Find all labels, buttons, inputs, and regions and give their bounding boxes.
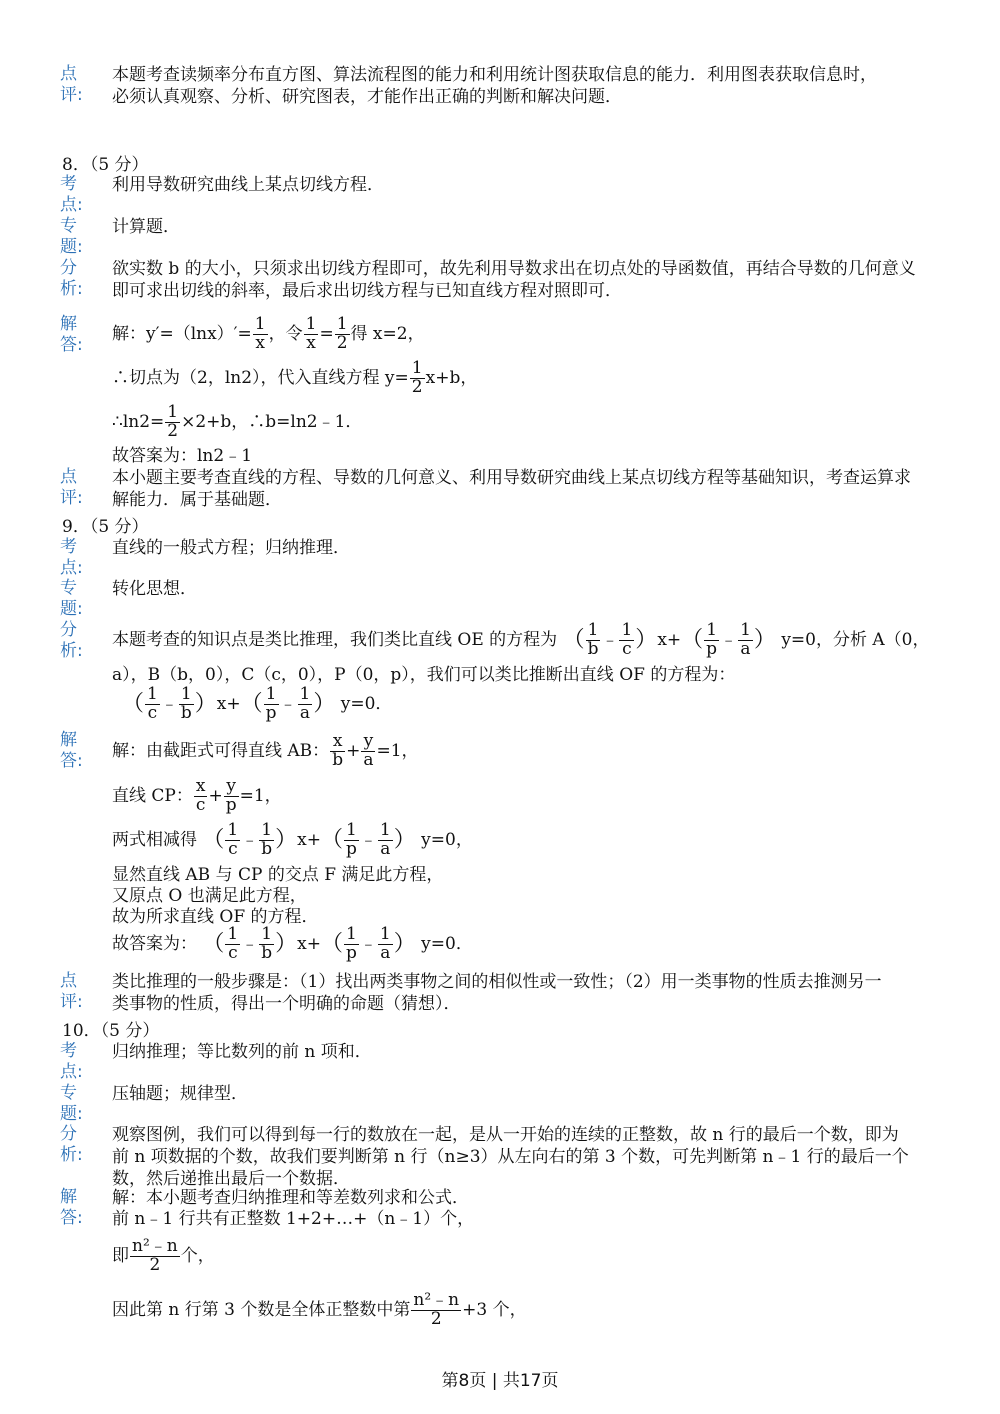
q9-jie-line1: 解：由截距式可得直线 AB： $\frac{x}{b}$ + $\frac{y}{a}$ =1， <box>112 731 419 770</box>
q10-label-zhuanti: 专 题: <box>60 1083 83 1124</box>
q8-jie-line1: 解：y′=（lnx）′= $\frac{1}{x}$ ，令 $\frac{1}{x}$ = $\frac{1}{2}$ 得 x=2， <box>112 314 425 353</box>
q9-label-dianping: 点 评: <box>60 971 83 1012</box>
q8-kaodian: 利用导数研究曲线上某点切线方程． <box>112 175 384 195</box>
q10-jie-line1: 解：本小题考查归纳推理和等差数列求和公式． <box>112 1188 469 1208</box>
q10-number: 10．（5 分） <box>62 1021 160 1041</box>
q9-label-kaodian: 考 点: <box>60 537 83 578</box>
q9-label-jieda: 解 答: <box>60 730 83 771</box>
q8-jie-line2: ∴切点为（2，ln2），代入直线方程 y= $\frac{1}{2}$ x+b， <box>112 358 478 397</box>
q10-jie-line4: 因此第 n 行第 3 个数是全体正整数中第 $\frac{\text{n²﹣n}}{2}$ +3 个， <box>112 1290 527 1329</box>
q9-jie-line5: 又原点 O 也满足此方程， <box>112 886 307 906</box>
q9-jie-line7: 故答案为： （ $\frac{1}{c}$ ﹣ $\frac{1}{b}$ ）x+（ $\frac{1}{p}$ ﹣ $\frac{1}{a}$ ） y=0． <box>112 924 473 963</box>
q9-fenxi-line1: 本题考查的知识点是类比推理，我们类比直线 OE 的方程为 （ $\frac{1}{b}$ ﹣ $\frac{1}{c}$ ）x+（ $\frac{1}{p}$ ﹣ $\frac{1}{a}$ ） y=0，分析 A（0， <box>112 620 930 659</box>
q8-dianping: 本小题主要考查直线的方程、导数的几何意义、利用导数研究曲线上某点切线方程等基础知识，考查运算求 解能力．属于基础题． <box>112 468 911 510</box>
q9-label-zhuanti: 专 题: <box>60 578 83 619</box>
q10-label-kaodian: 考 点: <box>60 1041 83 1082</box>
q9-label-fenxi: 分 析: <box>60 620 83 661</box>
q9-jie-line6: 故为所求直线 OF 的方程． <box>112 907 319 927</box>
q9-jie-line4: 显然直线 AB 与 CP 的交点 F 满足此方程， <box>112 865 444 885</box>
q8-zhuanti: 计算题． <box>112 217 180 237</box>
q9-fenxi-line3: （ $\frac{1}{c}$ ﹣ $\frac{1}{b}$ ）x+（ $\frac{1}{p}$ ﹣ $\frac{1}{a}$ ） y=0． <box>122 684 393 723</box>
label-dianping: 点 评: <box>60 64 83 105</box>
q10-zhuanti: 压轴题；规律型． <box>112 1084 248 1104</box>
q10-jie-line3: 即 $\frac{\text{n²﹣n}}{2}$ 个， <box>112 1236 215 1275</box>
top-comment: 本题考查读频率分布直方图、算法流程图的能力和利用统计图获取信息的能力．利用图表获取信息时， 必须认真观察、分析、研究图表，才能作出正确的判断和解决问题． <box>112 65 877 107</box>
q10-label-fenxi: 分 析: <box>60 1124 83 1165</box>
q8-number: 8．（5 分） <box>62 155 149 175</box>
q9-dianping: 类比推理的一般步骤是：（1）找出两类事物之间的相似性或一致性；（2）用一类事物的性质去推测另一 类事物的性质，得出一个明确的命题（猜想）． <box>112 972 882 1014</box>
q8-label-dianping: 点 评: <box>60 467 83 508</box>
q8-label-jieda: 解 答: <box>60 314 83 355</box>
q8-jie-line3: ∴ln2= $\frac{1}{2}$ ×2+b，∴b=ln2﹣1． <box>112 402 363 441</box>
q9-jie-line3: 两式相减得 （ $\frac{1}{c}$ ﹣ $\frac{1}{b}$ ）x+（ $\frac{1}{p}$ ﹣ $\frac{1}{a}$ ） y=0， <box>112 820 473 859</box>
q10-jie-line2: 前 n﹣1 行共有正整数 1+2+…+（n﹣1）个， <box>112 1209 475 1229</box>
q8-label-kaodian: 考 点: <box>60 174 83 215</box>
q9-zhuanti: 转化思想． <box>112 579 197 599</box>
page-footer: 第8页 | 共17页 <box>441 1371 559 1391</box>
q8-label-zhuanti: 专 题: <box>60 216 83 257</box>
q9-number: 9．（5 分） <box>62 517 149 537</box>
q8-fenxi: 欲实数 b 的大小，只须求出切线方程即可，故先利用导数求出在切点处的导函数值，再结合导数的几何意义 即可求出切线的斜率，最后求出切线方程与已知直线方程对照即可． <box>112 259 916 301</box>
q9-fenxi-line2: a），B（b，0），C（c，0），P（0，p），我们可以类比推断出直线 OF 的方程为： <box>112 665 736 685</box>
q10-kaodian: 归纳推理；等比数列的前 n 项和． <box>112 1042 372 1062</box>
q9-jie-line2: 直线 CP： $\frac{x}{c}$ + $\frac{y}{p}$ =1， <box>112 776 282 815</box>
q8-jie-line4: 故答案为：ln2﹣1 <box>112 446 253 466</box>
q9-kaodian: 直线的一般式方程；归纳推理． <box>112 538 350 558</box>
q10-fenxi: 观察图例，我们可以得到每一行的数放在一起，是从一开始的连续的正整数，故 n 行的最后一个数，即为 前 n 项数据的个数，故我们要判断第 n 行（n≥3）从左向右的第 3 个数，可先判断第 n﹣1 行的最后一个 数，然后递推出最后一个数据． <box>112 1125 909 1189</box>
q8-label-fenxi: 分 析: <box>60 258 83 299</box>
q10-label-jieda: 解 答: <box>60 1187 83 1228</box>
